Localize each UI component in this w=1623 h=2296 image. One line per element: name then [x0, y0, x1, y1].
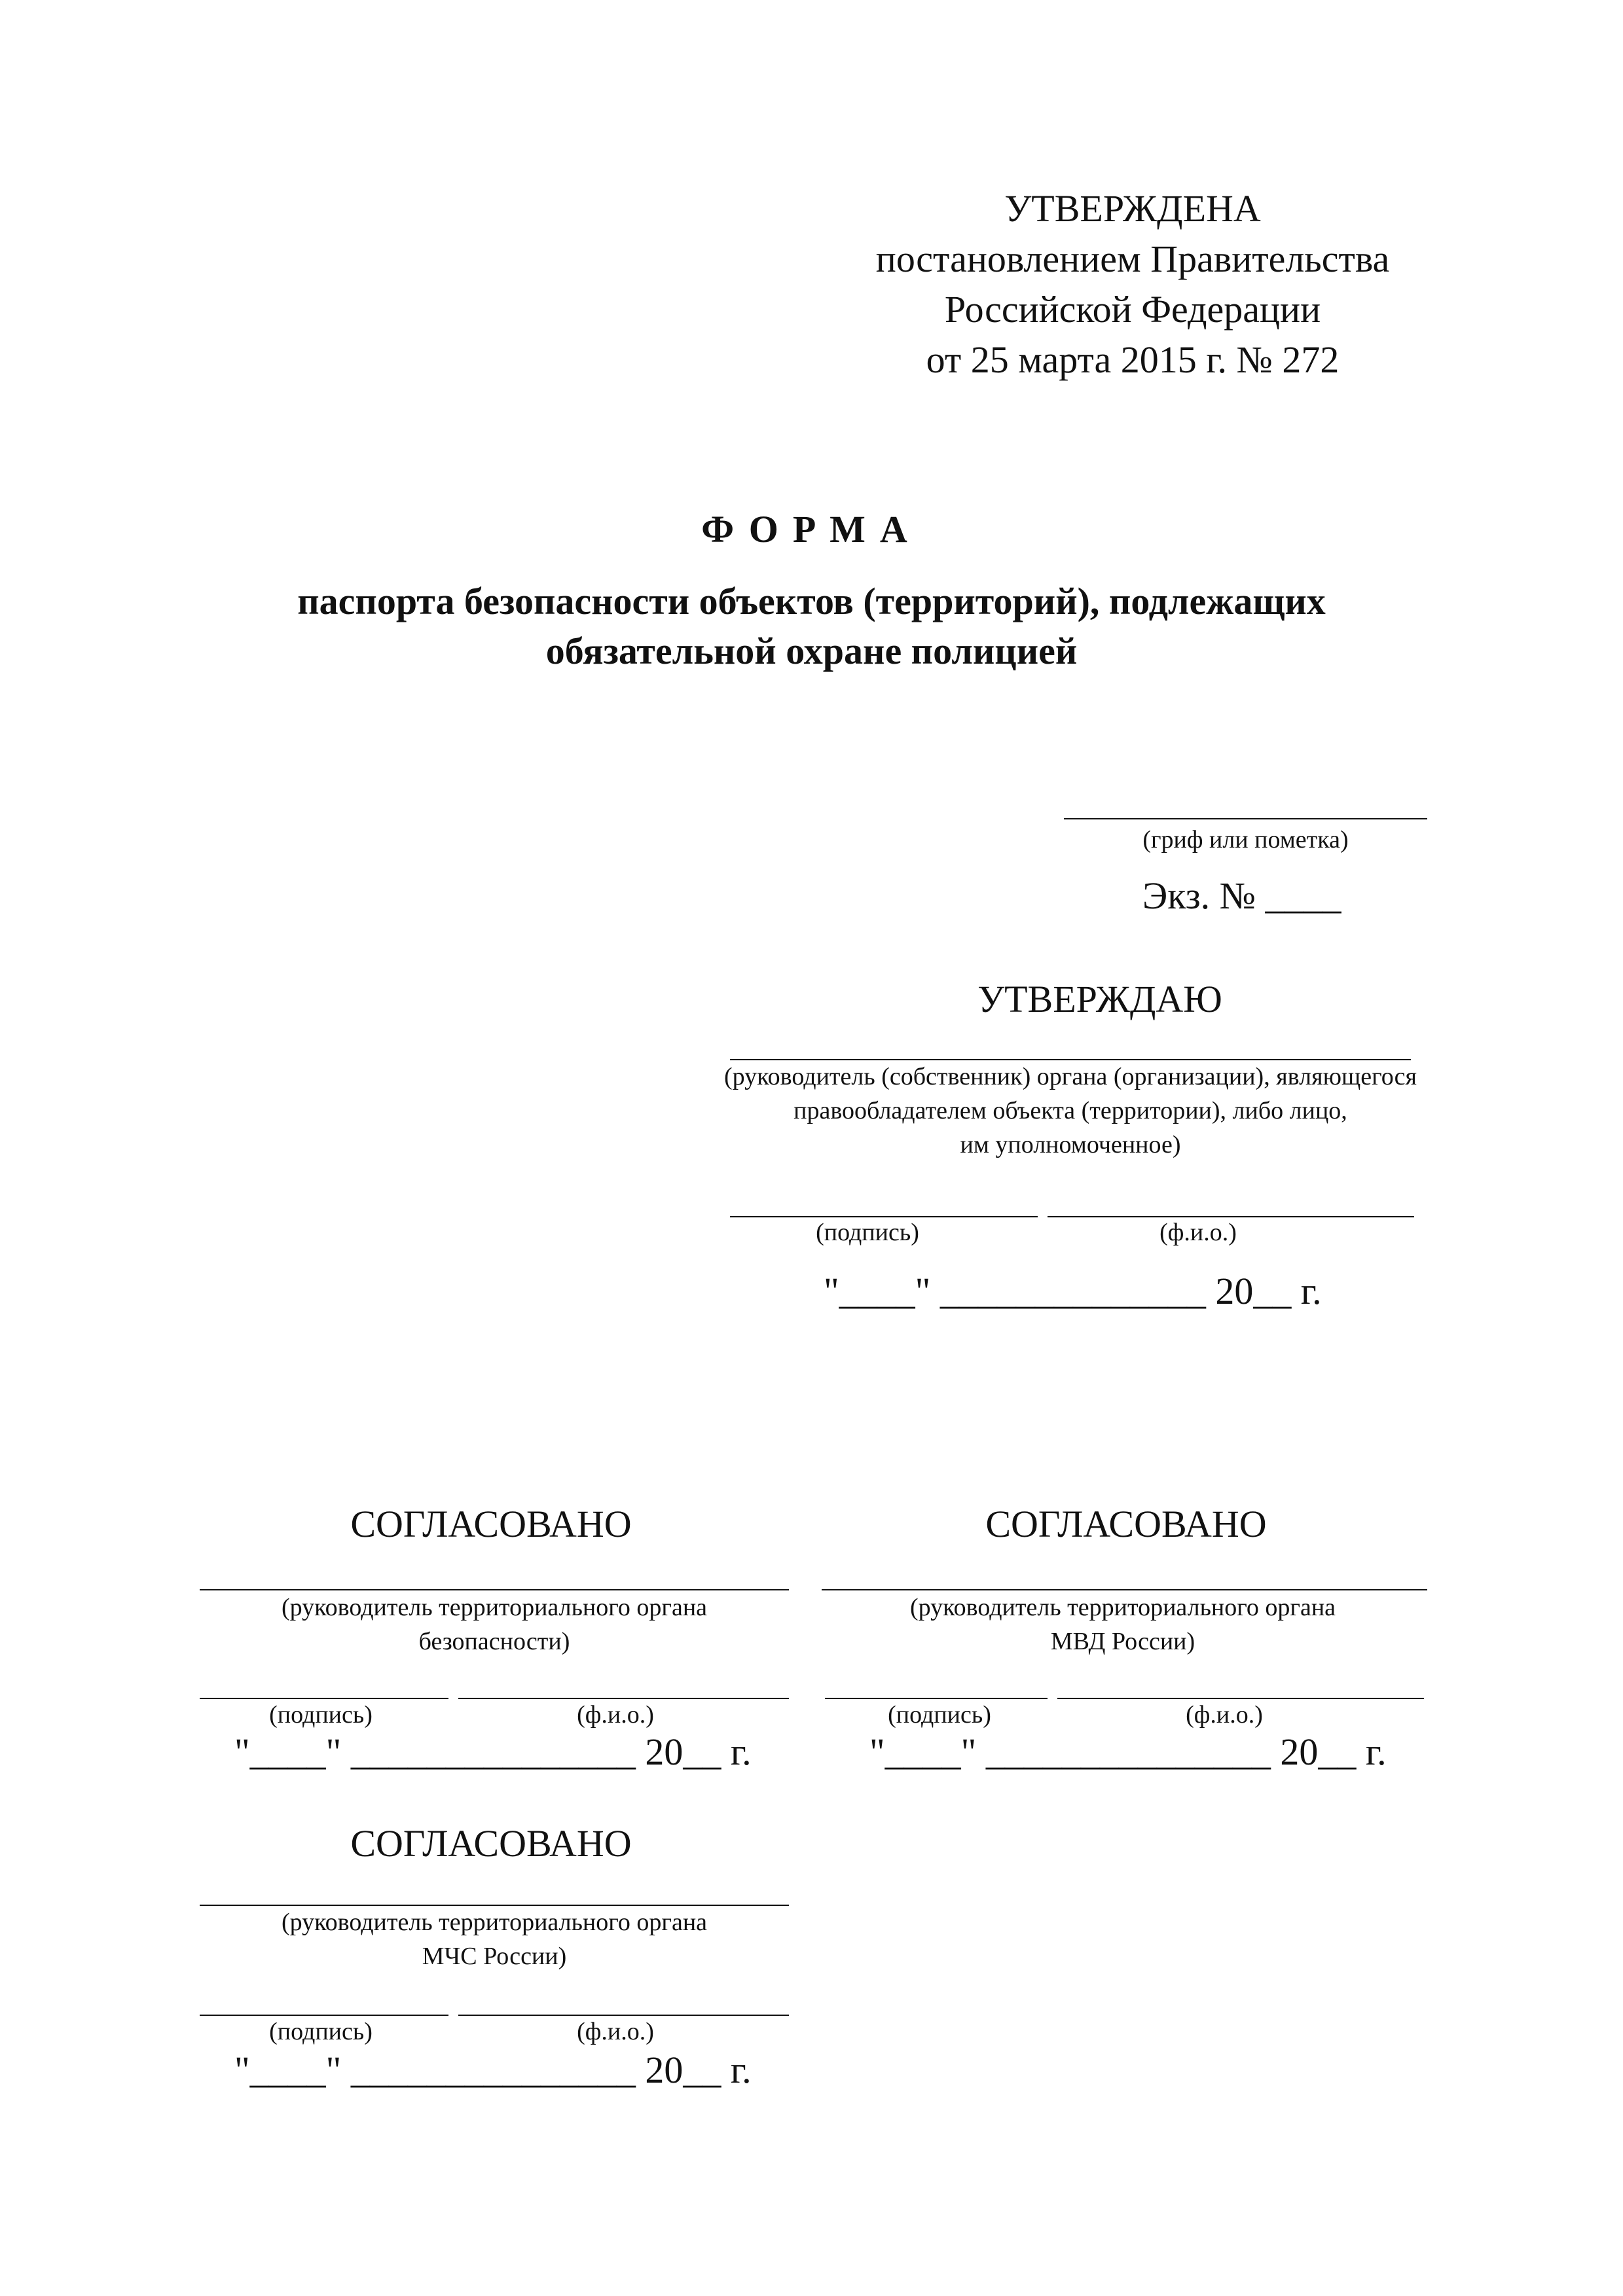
agreed-security-date-line: "____" _______________ 20__ г. [234, 1731, 752, 1773]
approval-date-line: от 25 марта 2015 г. № 272 [926, 338, 1340, 381]
agreed-security-signature-caption: (подпись) [269, 1701, 373, 1729]
approve-signature-caption: (подпись) [816, 1219, 919, 1246]
agreed-mchs-caption-line2: МЧС России) [422, 1943, 567, 1970]
agreed-mvd-signature-caption: (подпись) [888, 1701, 991, 1729]
copy-number: Экз. № ____ [1142, 874, 1341, 917]
approve-date-line: "____" ______________ 20__ г. [824, 1270, 1322, 1312]
approve-caption-line3: им уполномоченное) [960, 1131, 1181, 1158]
approval-government-line: Российской Федерации [944, 288, 1321, 331]
classification-line [1064, 818, 1427, 819]
agreed-mvd-signature-line [825, 1698, 1048, 1699]
form-heading: ФОРМА [701, 508, 922, 550]
approval-block [851, 183, 1414, 380]
classification-caption: (гриф или пометка) [1142, 826, 1349, 853]
agreed-security-caption-line1: (руководитель территориального органа [281, 1594, 708, 1621]
agreed-mchs-date-line: "____" _______________ 20__ г. [234, 2049, 752, 2091]
approve-name-caption: (ф.и.о.) [1159, 1219, 1237, 1246]
approve-caption-line1: (руководитель (собственник) органа (организации), являющегося [723, 1063, 1417, 1090]
agreed-mchs-signature-line [200, 2015, 448, 2016]
agreed-mchs-heading: СОГЛАСОВАНО [350, 1822, 632, 1865]
form-subtitle-line2: обязательной охране полицией [545, 630, 1078, 672]
approval-decree-line: постановлением Правительства [875, 238, 1390, 280]
agreed-security-head-line [200, 1589, 789, 1590]
approve-head-line [730, 1059, 1411, 1060]
form-subtitle-line1: паспорта безопасности объектов (территорий), подлежащих [297, 580, 1326, 622]
agreed-security-signature-line [200, 1698, 448, 1699]
agreed-mvd-head-line [822, 1589, 1427, 1590]
agreed-security-heading: СОГЛАСОВАНО [350, 1503, 632, 1545]
agreed-mvd-caption-line1: (руководитель территориального органа [909, 1594, 1336, 1621]
agreed-mchs-name-caption: (ф.и.о.) [577, 2018, 654, 2045]
approve-caption-line2: правообладателем объекта (территории), либо лицо, [793, 1097, 1347, 1124]
agreed-security-name-line [458, 1698, 789, 1699]
agreed-mchs-name-line [458, 2015, 789, 2016]
approve-signature-line [730, 1216, 1038, 1217]
approve-heading: УТВЕРЖДАЮ [977, 978, 1222, 1020]
agreed-mvd-caption-line2: МВД России) [1050, 1628, 1195, 1655]
approval-title: УТВЕРЖДЕНА [1004, 187, 1261, 230]
agreed-mvd-name-line [1057, 1698, 1424, 1699]
approve-name-line [1048, 1216, 1414, 1217]
agreed-security-caption-line2: безопасности) [418, 1628, 570, 1655]
agreed-security-name-caption: (ф.и.о.) [577, 1701, 654, 1729]
agreed-mchs-signature-caption: (подпись) [269, 2018, 373, 2045]
agreed-mchs-head-line [200, 1905, 789, 1906]
agreed-mvd-date-line: "____" _______________ 20__ г. [869, 1731, 1387, 1773]
agreed-mchs-caption-line1: (руководитель территориального органа [281, 1909, 708, 1936]
agreed-mvd-heading: СОГЛАСОВАНО [985, 1503, 1267, 1545]
agreed-mvd-name-caption: (ф.и.о.) [1186, 1701, 1263, 1729]
